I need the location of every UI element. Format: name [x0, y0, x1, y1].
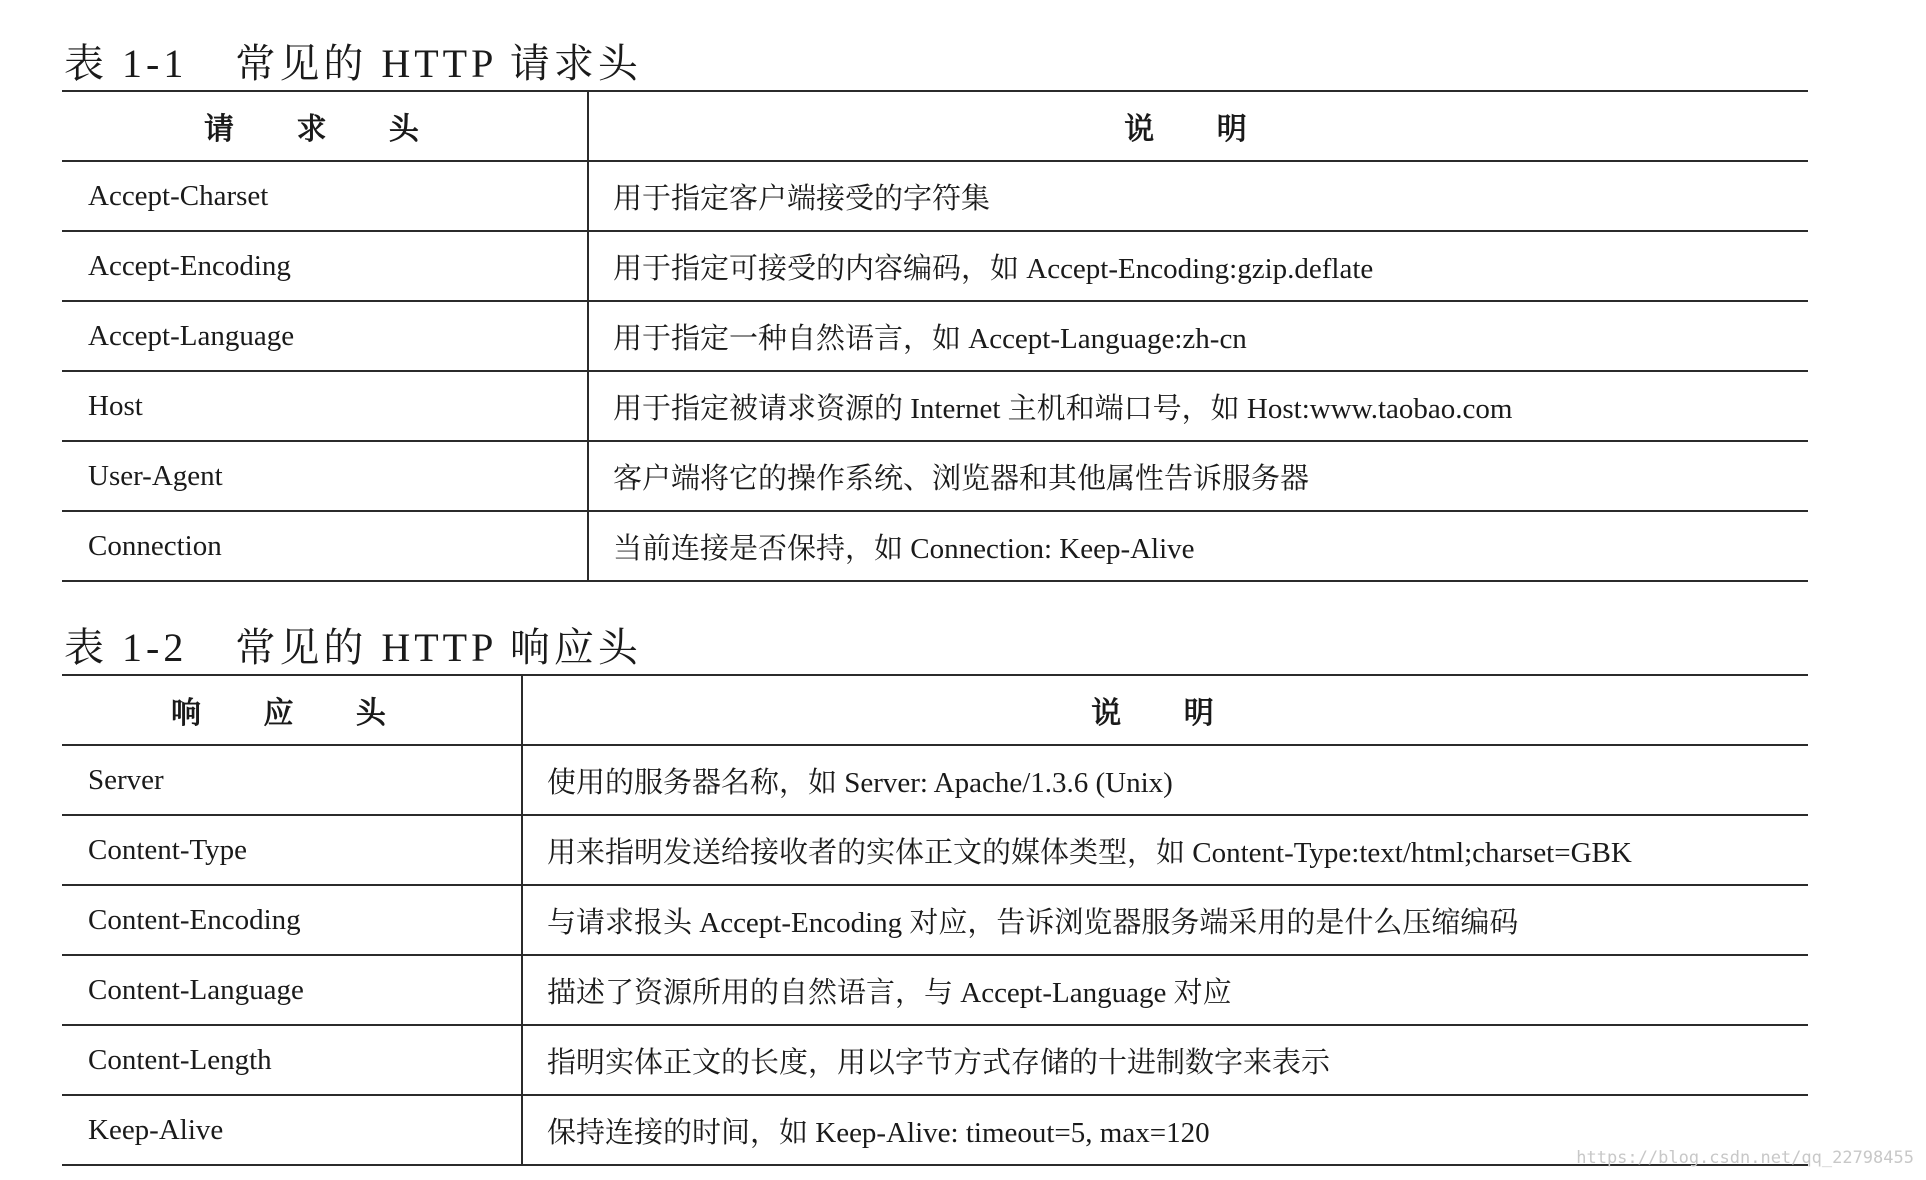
header-desc-cell: 用于指定被请求资源的 Internet 主机和端口号，如 Host:www.taobao.com	[588, 371, 1808, 441]
header-name-cell: Host	[62, 371, 588, 441]
header-name-cell: Server	[62, 745, 522, 815]
header-name-cell: Accept-Language	[62, 301, 588, 371]
header-name-cell: Connection	[62, 511, 588, 581]
watermark: https://blog.csdn.net/qq_22798455	[1576, 1148, 1914, 1168]
table-row	[62, 885, 1808, 955]
header-name-cell: Content-Language	[62, 955, 522, 1025]
header-desc-cell: 指明实体正文的长度，用以字节方式存储的十进制数字来表示	[522, 1025, 1808, 1095]
request-headers-table	[62, 90, 1808, 582]
table-caption	[62, 614, 1808, 674]
header-desc-cell: 保持连接的时间，如 Keep-Alive: timeout=5, max=120	[522, 1095, 1808, 1165]
table-caption	[62, 30, 1808, 90]
header-name-cell: Content-Encoding	[62, 885, 522, 955]
table-row	[62, 511, 1808, 581]
column-header-desc: 说 明	[522, 675, 1808, 745]
table-title: 常见的 HTTP 请求头	[235, 40, 642, 86]
table-row	[62, 955, 1808, 1025]
header-desc-cell: 当前连接是否保持，如 Connection: Keep-Alive	[588, 511, 1808, 581]
header-desc-cell: 描述了资源所用的自然语言，与 Accept-Language 对应	[522, 955, 1808, 1025]
header-desc-cell: 用于指定客户端接受的字符集	[588, 161, 1808, 231]
header-desc-cell: 与请求报头 Accept-Encoding 对应，告诉浏览器服务端采用的是什么压缩编码	[522, 885, 1808, 955]
table-row	[62, 231, 1808, 301]
table-header-row	[62, 91, 1808, 161]
table-header-row	[62, 675, 1808, 745]
header-name-cell: Keep-Alive	[62, 1095, 522, 1165]
header-desc-cell: 用于指定可接受的内容编码，如 Accept-Encoding:gzip.deflate	[588, 231, 1808, 301]
table-number: 表 1-1	[64, 40, 188, 86]
column-header-name: 响 应 头	[62, 675, 522, 745]
table-row	[62, 441, 1808, 511]
table-row	[62, 815, 1808, 885]
table-title: 常见的 HTTP 响应头	[235, 624, 642, 670]
table-row	[62, 1095, 1808, 1165]
response-headers-table-block	[62, 614, 1808, 1166]
header-name-cell: Content-Type	[62, 815, 522, 885]
table-number: 表 1-2	[64, 624, 188, 670]
header-desc-cell: 使用的服务器名称，如 Server: Apache/1.3.6 (Unix)	[522, 745, 1808, 815]
table-row	[62, 161, 1808, 231]
table-row	[62, 745, 1808, 815]
header-name-cell: User-Agent	[62, 441, 588, 511]
header-desc-cell: 用于指定一种自然语言，如 Accept-Language:zh-cn	[588, 301, 1808, 371]
table-row	[62, 1025, 1808, 1095]
header-name-cell: Accept-Charset	[62, 161, 588, 231]
header-desc-cell: 用来指明发送给接收者的实体正文的媒体类型，如 Content-Type:text/html;charset=GBK	[522, 815, 1808, 885]
header-name-cell: Accept-Encoding	[62, 231, 588, 301]
column-header-name: 请 求 头	[62, 91, 588, 161]
table-row	[62, 371, 1808, 441]
table-row	[62, 301, 1808, 371]
header-desc-cell: 客户端将它的操作系统、浏览器和其他属性告诉服务器	[588, 441, 1808, 511]
column-header-desc: 说 明	[588, 91, 1808, 161]
response-headers-table	[62, 674, 1808, 1166]
request-headers-table-block	[62, 30, 1808, 582]
header-name-cell: Content-Length	[62, 1025, 522, 1095]
